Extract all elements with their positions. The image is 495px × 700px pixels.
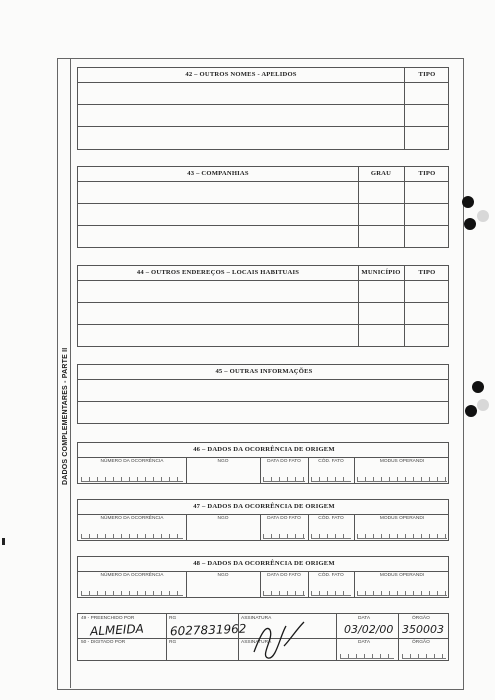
table-row[interactable] xyxy=(78,280,448,303)
binder-hole xyxy=(477,399,489,411)
col-cod-fato: CÓD. FATO xyxy=(318,459,344,464)
col-modus: MODUS OPERANDI xyxy=(379,459,425,464)
table-row[interactable] xyxy=(78,104,448,127)
orgao-label-1: ÓRGÃO xyxy=(412,616,430,621)
rg-label-1: RG xyxy=(169,616,177,621)
col-data-fato: DATA DO FATO xyxy=(267,459,301,464)
table-row[interactable] xyxy=(78,82,448,105)
table-row[interactable] xyxy=(78,379,448,402)
entry-ticks[interactable] xyxy=(311,534,351,539)
col-numero: NÚMERO DA OCORRÊNCIA xyxy=(100,459,164,464)
table-row[interactable] xyxy=(78,203,448,226)
col-cod-fato: CÓD. FATO xyxy=(318,516,344,521)
section-45-title: 45 – OUTRAS INFORMAÇÕES xyxy=(215,368,313,375)
entry-ticks[interactable] xyxy=(357,477,447,482)
entry-ticks[interactable] xyxy=(311,591,351,596)
col-cod-fato: CÓD. FATO xyxy=(318,573,344,578)
side-divider xyxy=(70,58,71,688)
binder-hole xyxy=(462,196,474,208)
section-46-table xyxy=(77,442,449,484)
entry-ticks[interactable] xyxy=(263,534,305,539)
section-47-table xyxy=(77,499,449,541)
col-data-fato: DATA DO FATO xyxy=(267,573,301,578)
table-row[interactable] xyxy=(78,181,448,204)
section-44-col-municipio: MUNICÍPIO xyxy=(361,269,401,276)
col-divider xyxy=(166,614,167,660)
binder-hole xyxy=(472,381,484,393)
preenchido-rg-handwritten: 6027831962 xyxy=(169,621,247,639)
col-numero: NÚMERO DA OCORRÊNCIA xyxy=(100,573,164,578)
section-43-table xyxy=(77,166,449,248)
section-43-col-grau: GRAU xyxy=(370,170,392,177)
entry-ticks[interactable] xyxy=(81,477,183,482)
col-ngo: NGO xyxy=(217,459,229,464)
entry-ticks[interactable] xyxy=(357,591,447,596)
preenchido-label: 49 - PREENCHIDO POR xyxy=(81,616,135,621)
col-divider xyxy=(398,614,399,660)
binder-hole xyxy=(464,218,476,230)
edge-mark xyxy=(2,538,5,545)
binder-hole xyxy=(465,405,477,417)
section-48-title: 48 – DADOS DA OCORRÊNCIA DE ORIGEM xyxy=(193,560,335,567)
preenchido-orgao-handwritten: 350003 xyxy=(402,623,444,636)
col-ngo: NGO xyxy=(217,573,229,578)
orgao-label-2: ÓRGÃO xyxy=(412,640,430,645)
entry-ticks[interactable] xyxy=(263,591,305,596)
entry-ticks[interactable] xyxy=(357,534,447,539)
section-46-title: 46 – DADOS DA OCORRÊNCIA DE ORIGEM xyxy=(193,446,335,453)
section-45-table xyxy=(77,364,449,424)
footer-table xyxy=(77,613,449,661)
section-44-table xyxy=(77,265,449,347)
rg-label-2: RG xyxy=(169,640,177,645)
section-44-col-tipo: TIPO xyxy=(418,269,436,276)
section-42-table xyxy=(77,67,449,150)
data-label-2: DATA xyxy=(358,640,371,645)
entry-ticks[interactable] xyxy=(340,654,394,659)
binder-hole xyxy=(477,210,489,222)
entry-ticks[interactable] xyxy=(81,591,183,596)
section-47-title: 47 – DADOS DA OCORRÊNCIA DE ORIGEM xyxy=(193,503,335,510)
side-label: DADOS COMPLEMENTARES - PARTE II xyxy=(62,347,69,485)
section-42-title: 42 – OUTROS NOMES - APELIDOS xyxy=(185,71,297,78)
entry-ticks[interactable] xyxy=(81,534,183,539)
col-modus: MODUS OPERANDI xyxy=(379,573,425,578)
section-48-table xyxy=(77,556,449,598)
section-42-col-tipo: TIPO xyxy=(418,71,436,78)
col-data-fato: DATA DO FATO xyxy=(267,516,301,521)
assinatura-label-1: ASSINATURA xyxy=(241,616,272,621)
entry-ticks[interactable] xyxy=(402,654,446,659)
col-modus: MODUS OPERANDI xyxy=(379,516,425,521)
section-43-col-tipo: TIPO xyxy=(418,170,436,177)
assinatura-label-2: ASSINATURA xyxy=(241,640,272,645)
table-row[interactable] xyxy=(78,302,448,325)
digitado-label: 50 - DIGITADO POR xyxy=(81,640,126,645)
section-44-title: 44 – OUTROS ENDEREÇOS – LOCAIS HABITUAIS xyxy=(136,269,300,276)
section-43-title: 43 – COMPANHIAS xyxy=(187,170,249,177)
preenchido-nome-handwritten: ALMEIDA xyxy=(89,621,145,639)
col-divider xyxy=(336,614,337,660)
preenchido-data-handwritten: 03/02/00 xyxy=(344,623,394,636)
entry-ticks[interactable] xyxy=(311,477,351,482)
entry-ticks[interactable] xyxy=(263,477,305,482)
signature-scribble xyxy=(246,616,316,662)
col-ngo: NGO xyxy=(217,516,229,521)
data-label-1: DATA xyxy=(358,616,371,621)
col-numero: NÚMERO DA OCORRÊNCIA xyxy=(100,516,164,521)
